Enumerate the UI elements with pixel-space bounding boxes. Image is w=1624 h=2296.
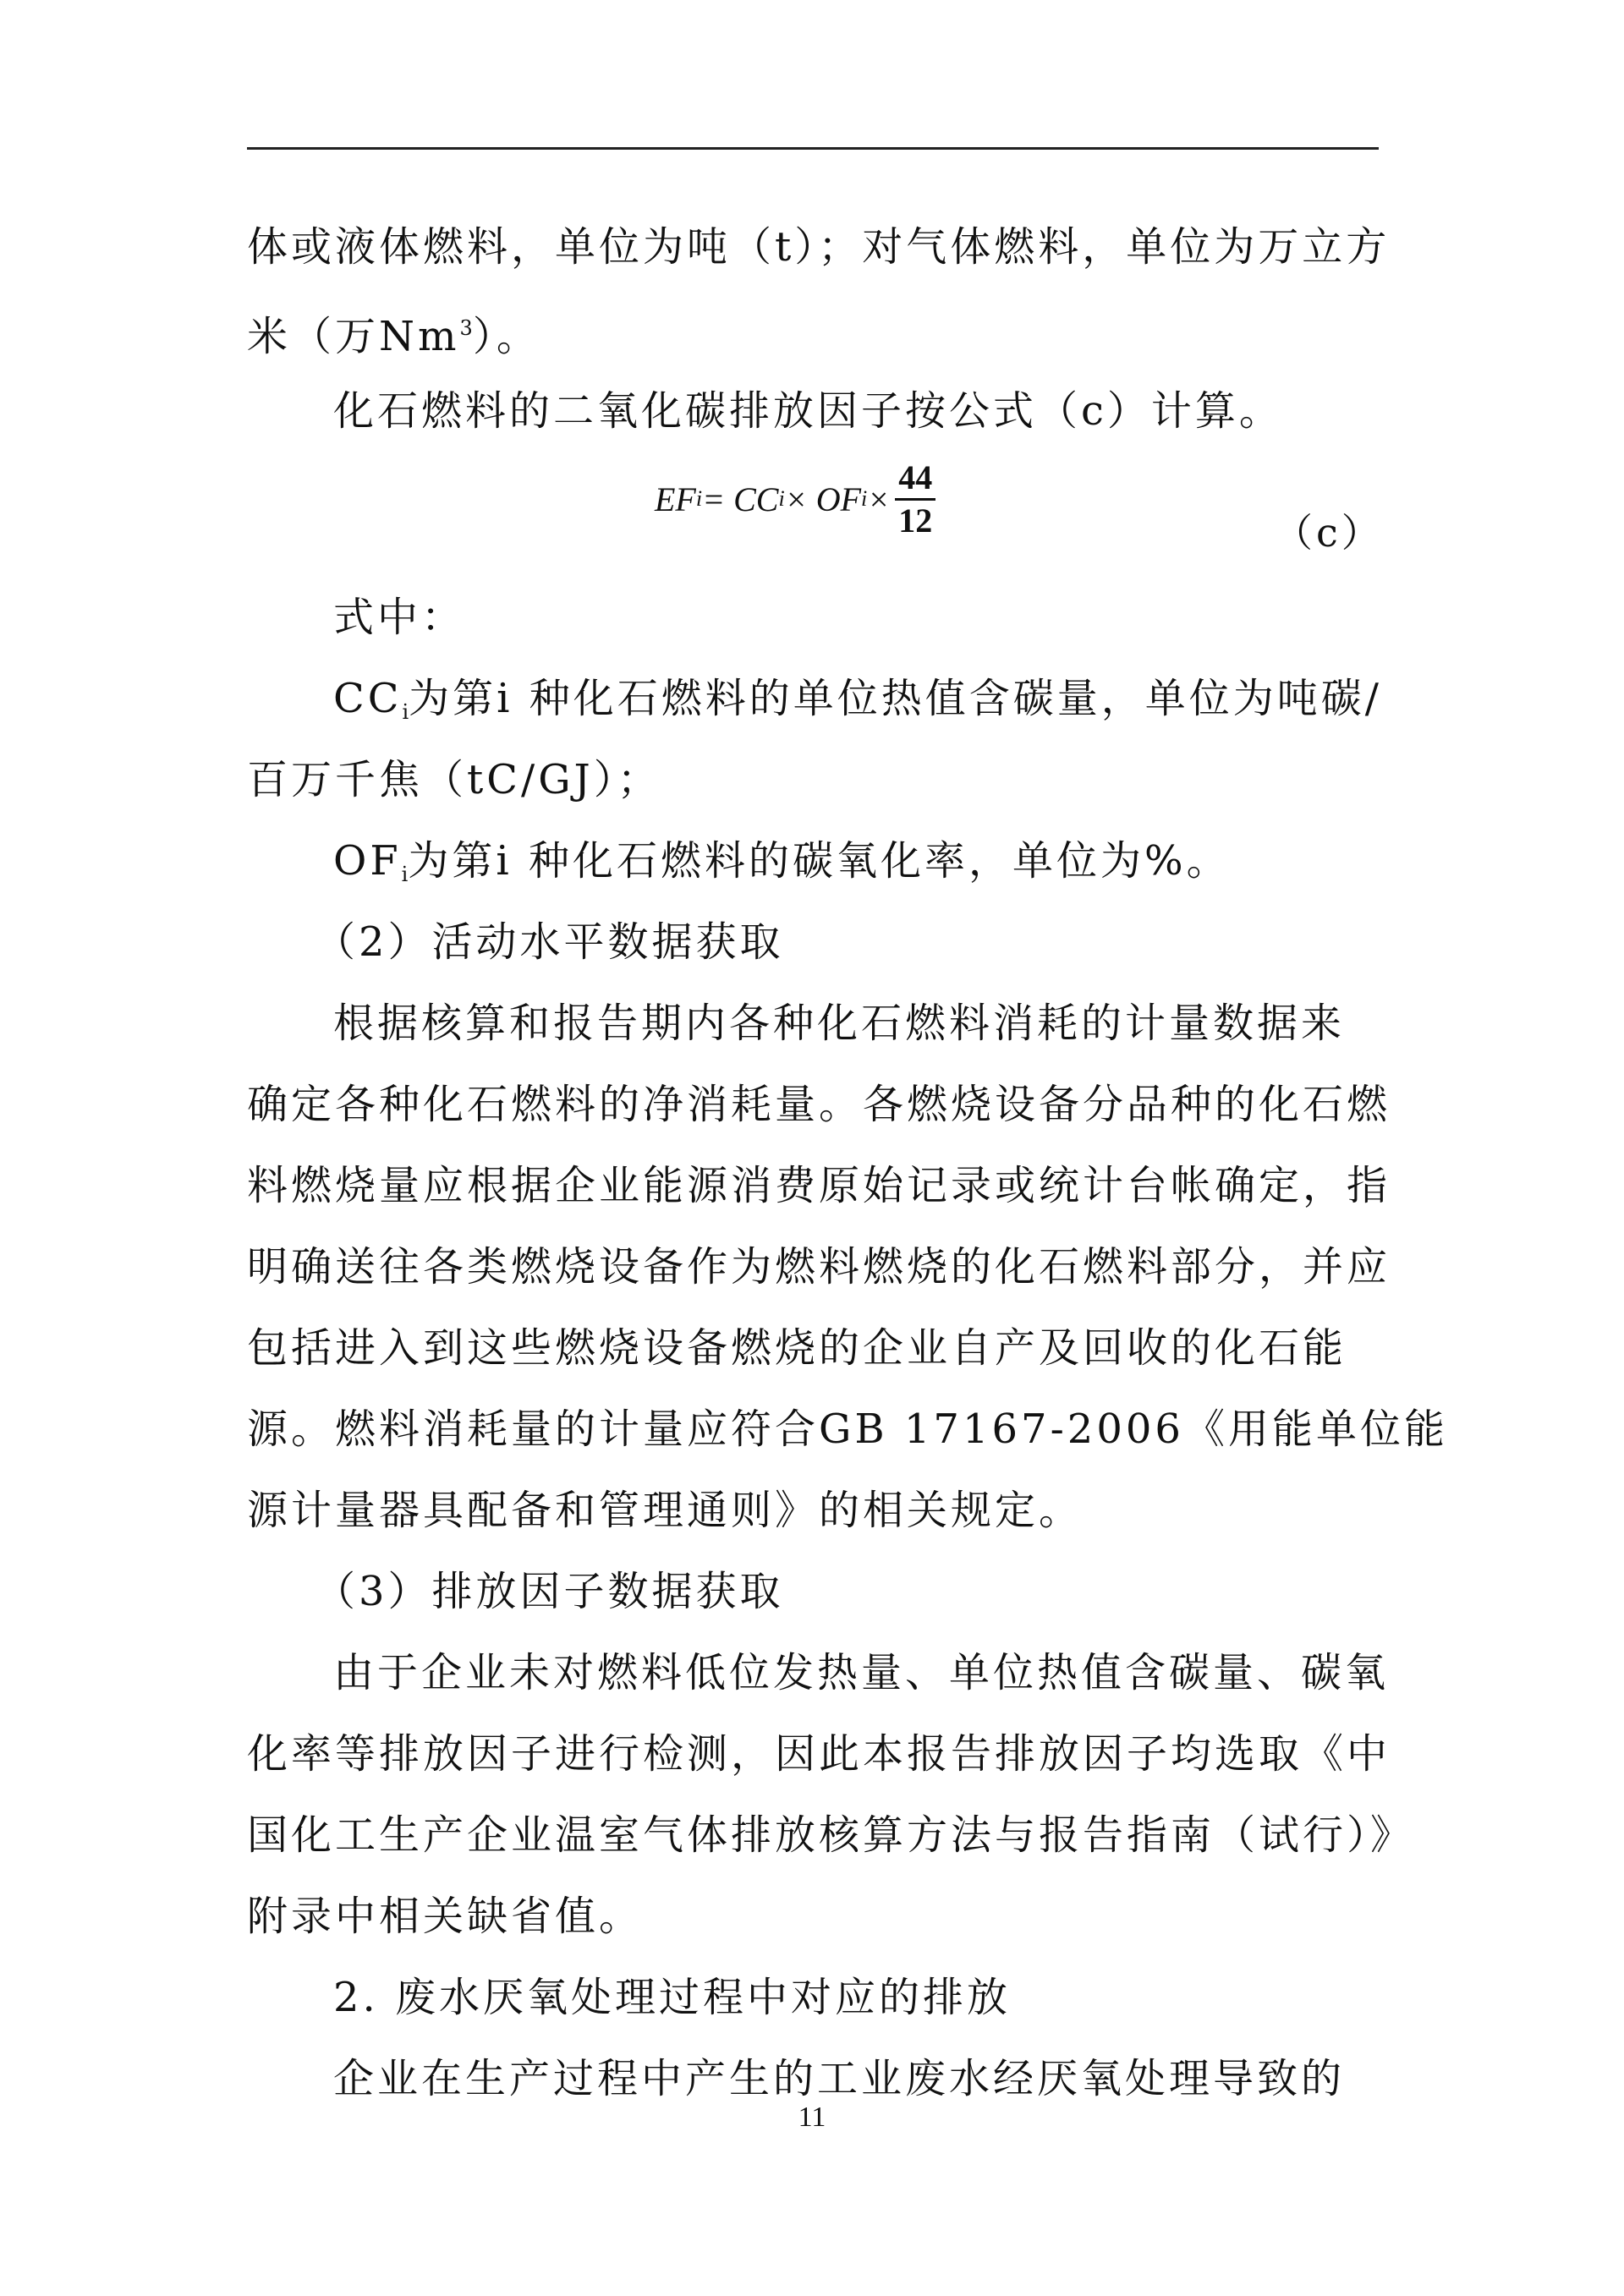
text-line: 米（万Nm$^3$）。 (247, 313, 540, 360)
text-line: 源计量器具配备和管理通则》的相关规定。 (247, 1487, 1084, 1534)
header-rule (247, 147, 1379, 150)
equation-label: （c） (1274, 510, 1384, 556)
text-line: 附录中相关缺省值。 (247, 1893, 644, 1940)
text-line: 企业在生产过程中产生的工业废水经厌氧处理导致的 (333, 2055, 1346, 2102)
text-line: CCi为第i 种化石燃料的单位热值含碳量，单位为吨碳/ (333, 675, 1382, 724)
fraction-denominator: 12 (898, 501, 933, 540)
fraction-numerator: 44 (895, 458, 935, 501)
text-line: 根据核算和报告期内各种化石燃料消耗的计量数据来 (333, 1000, 1346, 1047)
text-line: 体或液体燃料，单位为吨（t）；对气体燃料，单位为万立方 (247, 223, 1391, 271)
text-line: 料燃烧量应根据企业能源消费原始记录或统计台帐确定，指 (247, 1162, 1391, 1209)
page-number: 11 (798, 2101, 826, 2133)
text-line: 化率等排放因子进行检测，因此本报告排放因子均选取《中 (247, 1730, 1391, 1778)
text-line: OFi为第i 种化石燃料的碳氧化率，单位为%。 (333, 837, 1231, 886)
text-line: 确定各种化石燃料的净消耗量。各燃烧设备分品种的化石燃 (247, 1081, 1391, 1128)
text-line: 源。燃料消耗量的计量应符合GB 17167-2006《用能单位能 (247, 1406, 1448, 1453)
formula-c: EF i = CC i × OF i × $\frac{44}{12}$ (655, 448, 935, 550)
text-line: 国化工生产企业温室气体排放核算方法与报告指南（试行）》 (247, 1811, 1415, 1859)
text-line: 由于企业未对燃料低位发热量、单位热值含碳量、碳氧 (333, 1649, 1390, 1696)
section-heading: （2）活动水平数据获取 (315, 918, 784, 966)
text-line: 化石燃料的二氧化碳排放因子按公式（c）计算。 (333, 387, 1283, 435)
text-line: 包括进入到这些燃烧设备燃烧的企业自产及回收的化石能 (247, 1324, 1347, 1372)
text-line: 式中： (333, 594, 466, 641)
text-line: 明确送往各类燃烧设备作为燃料燃烧的化石燃料部分，并应 (247, 1243, 1391, 1290)
section-heading: 2. 废水厌氧处理过程中对应的排放 (333, 1974, 1012, 2021)
text-line: 百万千焦（tC/GJ）； (247, 756, 661, 803)
fraction (895, 458, 935, 541)
section-heading: （3）排放因子数据获取 (315, 1568, 784, 1615)
